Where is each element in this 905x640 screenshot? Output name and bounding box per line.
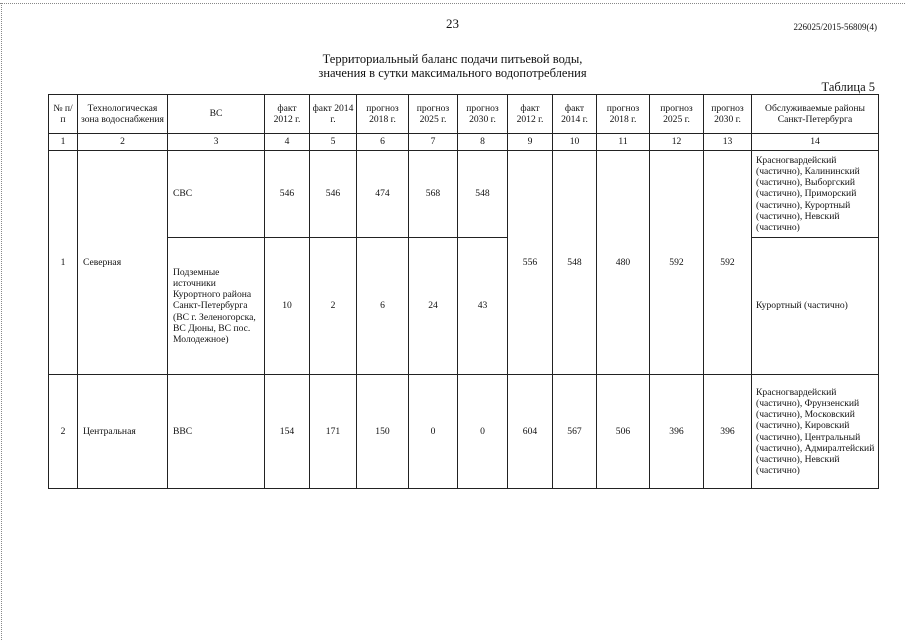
total-cell: 480 [597, 151, 650, 375]
header-row [49, 95, 879, 134]
total-cell: 592 [650, 151, 704, 375]
column-number: 4 [265, 134, 310, 151]
column-number: 1 [49, 134, 78, 151]
total-cell: 592 [704, 151, 752, 375]
value-cell: 568 [409, 151, 458, 238]
districts-cell: Красногвардейский (частично), Фрунзенский (частично), Московский (частично), Кировский (частично), Центральный (частично), Адмиралтейский (частично), Невский (частично) [752, 375, 879, 489]
total-cell: 567 [553, 375, 597, 489]
page-edge-left [1, 3, 2, 640]
table-label: Таблица 5 [821, 80, 875, 94]
zone-name: Центральная [78, 375, 168, 489]
header-cell: прогноз 2025 г. [409, 95, 458, 134]
header-cell: прогноз 2025 г. [650, 95, 704, 134]
row-number: 2 [49, 375, 78, 489]
document-title [0, 52, 905, 80]
value-cell: 43 [458, 238, 508, 375]
value-cell: 24 [409, 238, 458, 375]
total-cell: 506 [597, 375, 650, 489]
table-row [49, 375, 879, 489]
title-line-1: Территориальный баланс подачи питьевой воды, [322, 52, 583, 66]
total-cell: 548 [553, 151, 597, 375]
page-number: 23 [446, 16, 459, 31]
water-system: Подземные источники Курортного района Санкт-Петербурга (ВС г. Зеленогорска, ВС Дюны, ВС пос. Молодежное) [168, 238, 265, 375]
column-number: 9 [508, 134, 553, 151]
column-number: 3 [168, 134, 265, 151]
total-cell: 604 [508, 375, 553, 489]
value-cell: 474 [357, 151, 409, 238]
header-cell: факт 2012 г. [508, 95, 553, 134]
header-cell: Технологическая зона водоснабжения [78, 95, 168, 134]
title-line-2: значения в сутки максимального водопотребления [318, 66, 587, 80]
value-cell: 0 [458, 375, 508, 489]
water-balance-table [48, 94, 879, 489]
page-edge-top [0, 3, 905, 4]
column-number: 2 [78, 134, 168, 151]
value-cell: 150 [357, 375, 409, 489]
value-cell: 548 [458, 151, 508, 238]
districts-cell: Курортный (частично) [752, 238, 879, 375]
header-cell: прогноз 2018 г. [357, 95, 409, 134]
column-number: 11 [597, 134, 650, 151]
header-cell: прогноз 2030 г. [704, 95, 752, 134]
zone-name: Северная [78, 151, 168, 375]
column-number: 5 [310, 134, 357, 151]
header-cell: ВС [168, 95, 265, 134]
total-cell: 396 [650, 375, 704, 489]
header-cell: прогноз 2030 г. [458, 95, 508, 134]
total-cell: 396 [704, 375, 752, 489]
table-row [49, 151, 879, 238]
column-number-row [49, 134, 879, 151]
districts-cell: Красногвардейский (частично), Калининский (частично), Выборгский (частично), Приморский (частично), Курортный (частично), Невский (частично) [752, 151, 879, 238]
column-number: 14 [752, 134, 879, 151]
water-system: ВВС [168, 375, 265, 489]
value-cell: 546 [310, 151, 357, 238]
value-cell: 171 [310, 375, 357, 489]
document-id: 226025/2015-56809(4) [793, 22, 877, 32]
value-cell: 6 [357, 238, 409, 375]
header-cell: факт 2012 г. [265, 95, 310, 134]
water-system: СВС [168, 151, 265, 238]
value-cell: 10 [265, 238, 310, 375]
value-cell: 546 [265, 151, 310, 238]
column-number: 10 [553, 134, 597, 151]
value-cell: 154 [265, 375, 310, 489]
header-cell: факт 2014 г. [553, 95, 597, 134]
row-number: 1 [49, 151, 78, 375]
table-row [49, 238, 879, 375]
total-cell: 556 [508, 151, 553, 375]
column-number: 7 [409, 134, 458, 151]
header-cell: прогноз 2018 г. [597, 95, 650, 134]
header-cell: факт 2014 г. [310, 95, 357, 134]
column-number: 13 [704, 134, 752, 151]
value-cell: 0 [409, 375, 458, 489]
value-cell: 2 [310, 238, 357, 375]
column-number: 6 [357, 134, 409, 151]
column-number: 8 [458, 134, 508, 151]
header-cell: Обслуживаемые районы Санкт-Петербурга [752, 95, 879, 134]
header-cell: № п/п [49, 95, 78, 134]
column-number: 12 [650, 134, 704, 151]
